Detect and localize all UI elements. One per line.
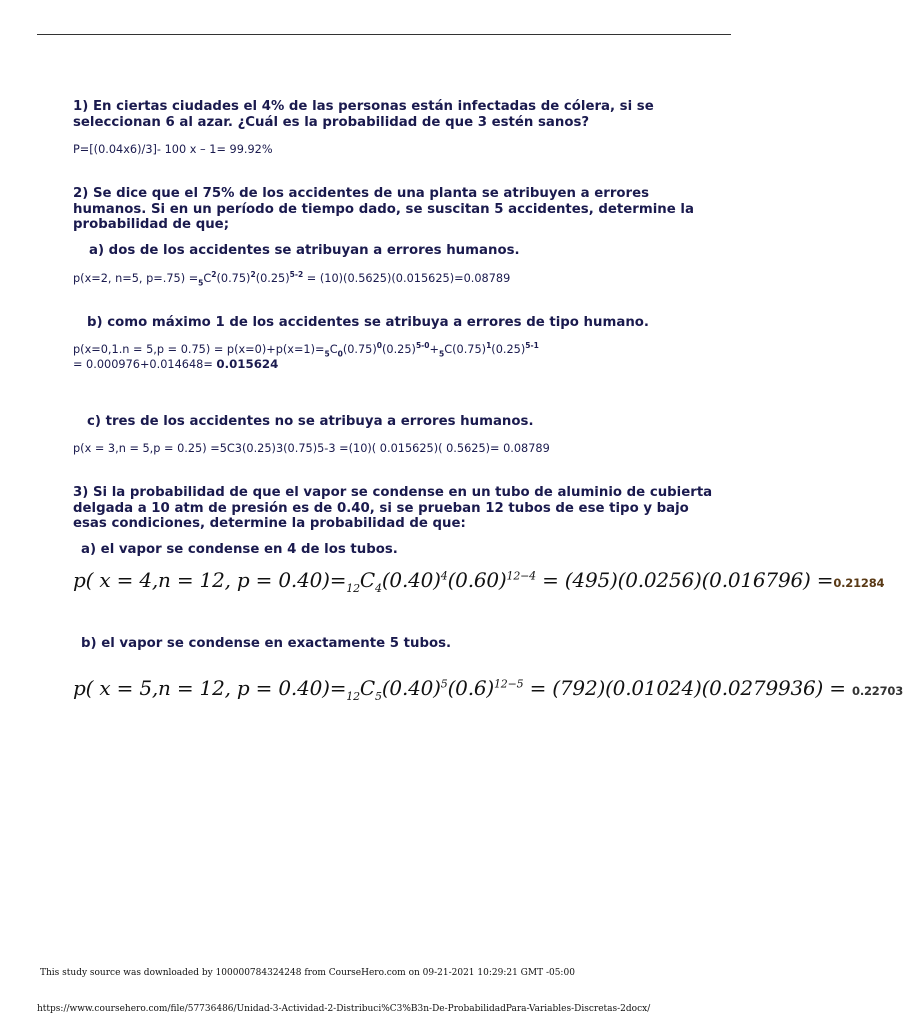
answer-2b-result: 0.015624 xyxy=(216,357,279,371)
formula-3b: p( x = 5,n = 12, $p = 0.40)=_{12}C_5(0.40)^5(0.6)^{12-5} = (792)(0.01024)(0.0279936) = 0.22703$ xyxy=(73,676,903,703)
question-2: 2) Se dice que el 75% de los accidentes de una planta se atribuyen a errores humanos. Si en un período de tiempo dado, se suscitan 5 accidentes, determine la probabilidad de que; xyxy=(73,186,694,232)
top-rule xyxy=(37,34,731,35)
question-3: 3) Si la probabilidad de que el vapor se condense en un tubo de aluminio de cubierta delgada a 10 atm de presión es de 0.40, si se prueban 12 tubos de ese tipo y bajo esas condiciones, determine la probabilidad de que: xyxy=(73,485,713,531)
result-3a: 0.21284 xyxy=(833,576,885,590)
question-2c-label: c) tres de los accidentes no se atribuya a errores humanos. xyxy=(87,414,534,429)
answer-2c: p(x = 3,n = 5,p = 0.25) =5C3(0.25)3(0.75)5-3 =(10)( 0.015625)( 0.5625)= 0.08789 xyxy=(73,442,550,455)
download-notice: This study source was downloaded by 100000784324248 from CourseHero.com on 09-21-2021 10:29:21 GMT -05:00 xyxy=(40,968,575,978)
question-2a-label: a) dos de los accidentes se atribuyan a errores humanos. xyxy=(89,243,520,258)
result-3b: 0.22703 xyxy=(852,684,903,698)
answer-1: P=[(0.04x6)/3]- 100 x – 1= 99.92% xyxy=(73,143,273,156)
question-1: 1) En ciertas ciudades el 4% de las personas están infectadas de cólera, si se seleccionan 6 al azar. ¿Cuál es la probabilidad de que 3 estén sanos? xyxy=(73,99,654,130)
question-3b-label: b) el vapor se condense en exactamente 5 tubos. xyxy=(81,636,452,651)
source-url[interactable]: https://www.coursehero.com/file/57736486/Unidad-3-Actividad-2-Distribuci%C3%B3n-De-ProbabilidadPara-Variables-Discretas-2docx/ xyxy=(37,1004,651,1014)
answer-2b-line2 xyxy=(73,357,713,372)
answer-2b-line1: $p(x=0,1.n = 5,p = 0.75) = p(x=0)+p(x=1)=_5C_0(0.75)^0(0.25)^{5-0}+_5C(0.75)^1(0.25)^{5-1}$ xyxy=(73,341,539,359)
formula-3a: p( x = 4,n = 12, $p = 0.40)=_{12}C_4(0.40)^4(0.60)^{12-4} = (495)(0.0256)(0.016796) =0.21284$ xyxy=(73,568,885,595)
answer-2a: p(x=2, n=5, $p=.75) =_5C^2(0.75)^2(0.25)^{5-2} = (10)(0.5625)(0.015625)=0.08789$ xyxy=(73,270,511,288)
answer-2b-work: = 0.000976+0.014648= xyxy=(73,358,217,371)
question-2b-label: b) como máximo 1 de los accidentes se atribuya a errores de tipo humano. xyxy=(87,315,649,330)
question-3a-label: a) el vapor se condense en 4 de los tubos. xyxy=(81,542,398,557)
